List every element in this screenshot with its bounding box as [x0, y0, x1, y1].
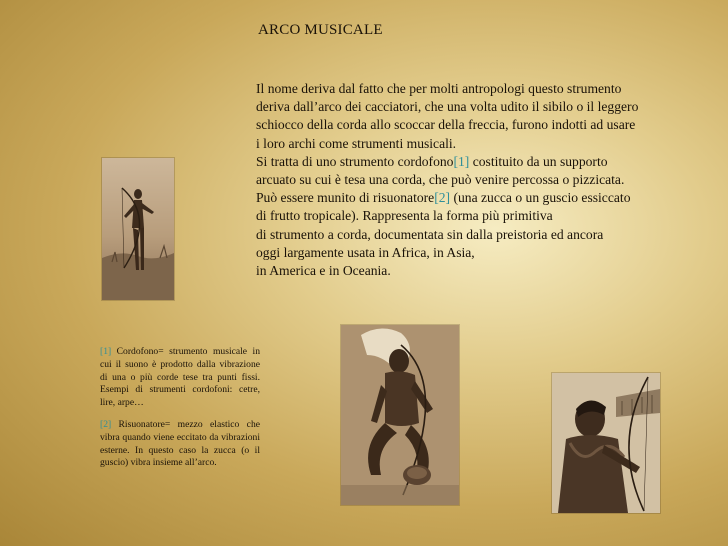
photo-seated-player-illustration — [341, 325, 459, 505]
footnote-2-text: Risuonatore= mezzo elastico che vibra quando viene eccitato da vibrazioni esterne. In questo caso la zucca (o il guscio) vibra insieme all’arco. — [100, 418, 260, 469]
footnotes-section — [100, 346, 260, 479]
photo-woman-illustration — [552, 373, 660, 513]
footnote-1-marker[interactable]: [1] — [100, 346, 112, 357]
paragraph-text: Si tratta di uno strumento cordofono — [256, 153, 454, 169]
paragraph-line: deriva dall’arco dei cacciatori, che una volta udito il sibilo o il leggero — [256, 99, 639, 115]
photo-standing-man-with-bow — [102, 158, 174, 300]
main-paragraph — [256, 80, 718, 280]
photo-standing-man-illustration — [102, 158, 174, 300]
paragraph-text: (una zucca o un guscio essiccato — [450, 190, 631, 206]
photo-seated-player-with-resonator — [341, 325, 459, 505]
photo-woman-with-bow — [552, 373, 660, 513]
paragraph-line: i loro archi come strumenti musicali. — [256, 135, 457, 151]
footnote-ref-1-link[interactable]: [1] — [453, 153, 470, 169]
paragraph-line: in America e in Oceania. — [256, 263, 391, 279]
paragraph-line — [256, 189, 718, 207]
footnote-2-marker[interactable]: [2] — [100, 418, 112, 430]
slide-title: ARCO MUSICALE — [258, 22, 383, 38]
paragraph-line — [256, 153, 718, 171]
paragraph-line: Il nome deriva dal fatto che per molti antropologi questo strumento — [256, 81, 622, 96]
paragraph-line: di frutto tropicale). Rappresenta la forma più primitiva — [256, 208, 553, 224]
paragraph-text: Può essere munito di risuonatore — [256, 190, 435, 206]
paragraph-line: schiocco della corda allo scoccar della freccia, furono indotti ad usare — [256, 117, 636, 133]
paragraph-line: arcuato su cui è tesa una corda, che può venire percossa o pizzicata. — [256, 172, 625, 188]
paragraph-line: di strumento a corda, documentata sin dalla preistoria ed ancora — [256, 226, 604, 242]
footnote-1 — [100, 346, 260, 410]
footnote-1-text: Cordofono= strumento musicale in cui il suono è prodotto dalla vibrazione di una o più corde tese tra punti fissi. Esempi di strumenti cordofoni: cetre, lire, arpe… — [100, 346, 260, 409]
footnote-ref-2-link[interactable]: [2] — [434, 190, 451, 206]
footnote-2 — [100, 419, 260, 470]
paragraph-text: costituito da un supporto — [469, 153, 608, 169]
paragraph-line: oggi largamente usata in Africa, in Asia, — [256, 244, 475, 260]
